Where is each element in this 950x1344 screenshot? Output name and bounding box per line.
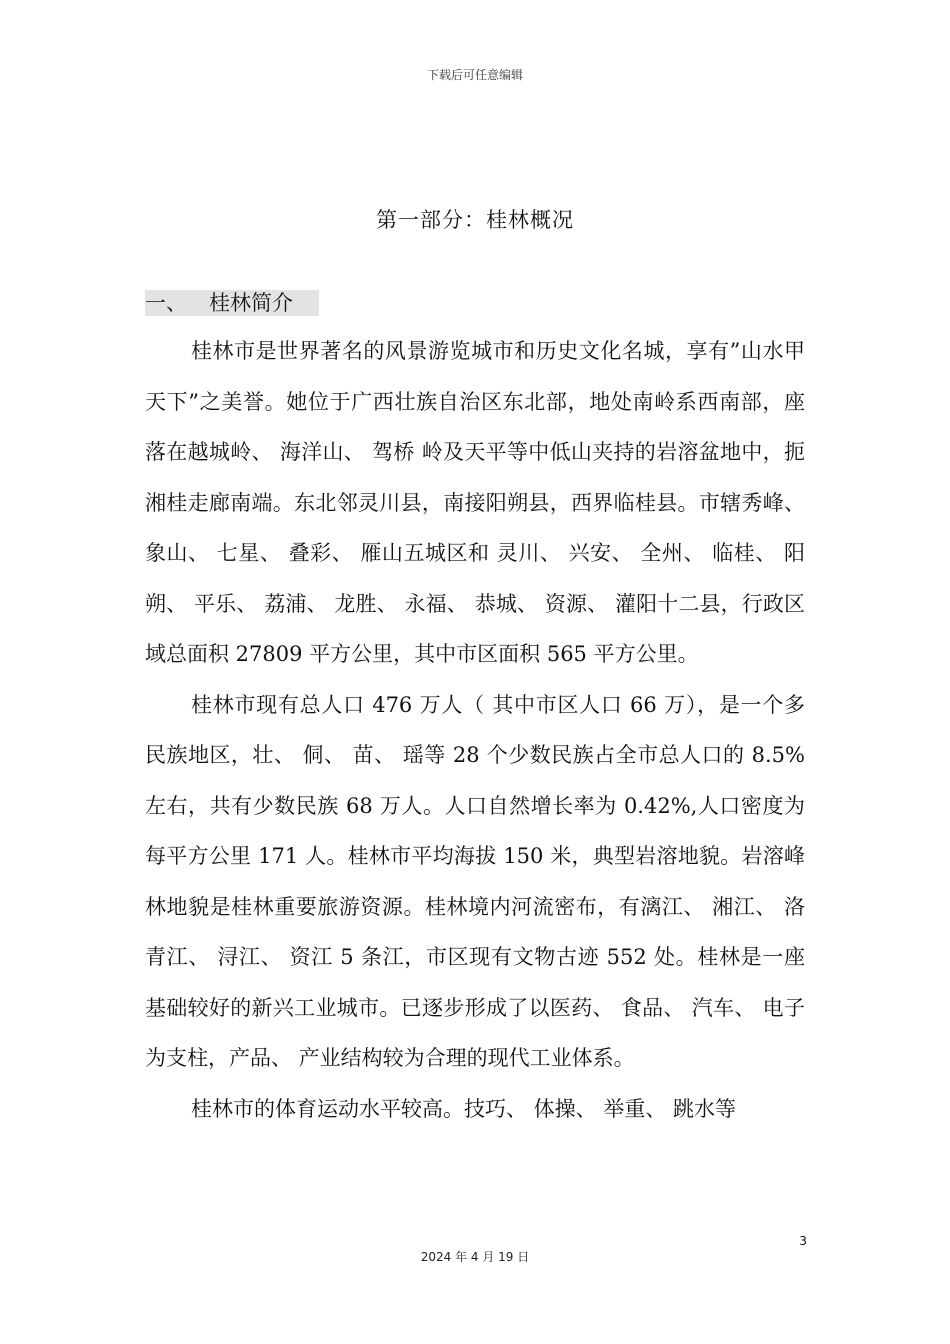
document-title: 第一部分：桂林概况 (376, 208, 574, 232)
footer-date: 2024 年 4 月 19 日 (420, 1250, 530, 1264)
section-number: 一、 (145, 291, 187, 315)
section-heading (145, 290, 319, 316)
paragraph-1: 桂林市是世界著名的风景游览城市和历史文化名城，享有”山水甲天下”之美誉。她位于广西壮族自治区东北部，地处南岭系西南部，座落在越城岭、 海洋山、 驾桥 岭及天平等中低山夹持的岩溶盆地中，扼湘桂走廊南端。东北邻灵川县，南接阳朔县，西界临桂县。市辖秀峰、 象山、 七星、 叠彩、 雁山五城区和 灵川、 兴安、 全州、 临桂、 阳朔、 平乐、 荔浦、 龙胜、 永福、 恭城、 资源、 灌阳十二县，行政区域总面积 27809 平方公里，其中市区面积 565 平方公里。 (145, 339, 805, 666)
document-body (145, 326, 805, 1134)
paragraph-2: 桂林市现有总人口 476 万人（ 其中市区人口 66 万），是一个多民族地区，壮、 侗、 苗、 瑶等 28 个少数民族占全市总人口的 8.5%左右，共有少数民族 68 万人。人口自然增长率为 0.42%,人口密度为每平方公里 171 人。桂林市平均海拔 150 米，典型岩溶地貌。岩溶峰林地貌是桂林重要旅游资源。桂林境内河流密布，有漓江、 湘江、 洛青江、 浔江、 资江 5 条江，市区现有文物古迹 552 处。桂林是一座基础较好的新兴工业城市。已逐步形成了以医药、 食品、 汽车、 电子为支柱，产品、 产业结构较为合理的现代工业体系。 (145, 692, 805, 1070)
section-heading-text: 桂林简介 (209, 291, 293, 315)
page-number: 3 (799, 1234, 807, 1248)
paragraph-3: 桂林市的体育运动水平较高。技巧、 体操、 举重、 跳水等 (191, 1096, 737, 1121)
page-header: 下载后可任意编辑 (426, 68, 523, 82)
